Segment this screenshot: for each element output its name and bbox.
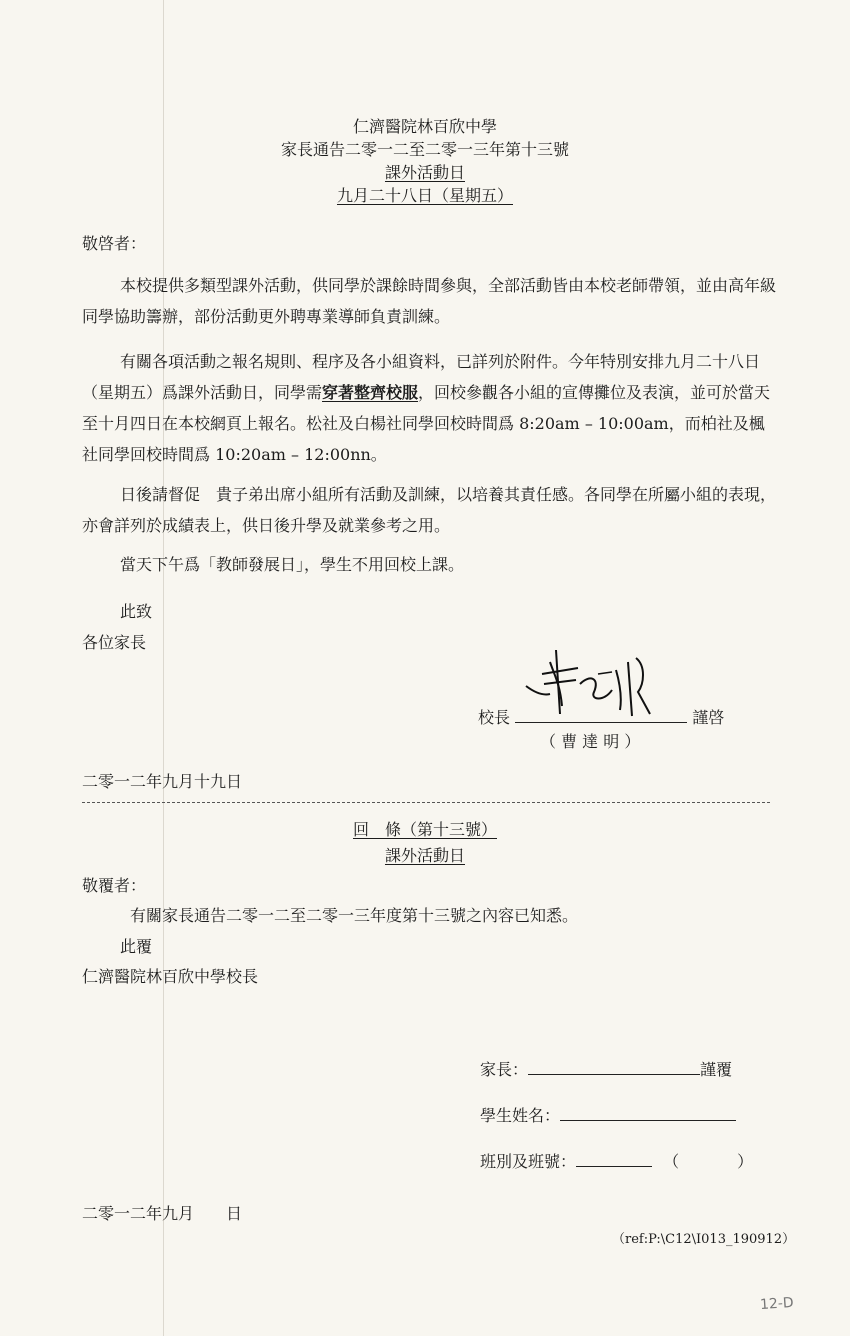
reply-closing: 此覆 bbox=[120, 937, 153, 956]
student-name-label: 學生姓名： bbox=[480, 1106, 561, 1125]
handwritten-note: 12-D bbox=[759, 1294, 795, 1314]
class-number-open: （ bbox=[663, 1152, 680, 1171]
issue-date: 二零一二年九月十九日 bbox=[82, 772, 243, 791]
reply-date: 二零一二年九月 日 bbox=[82, 1204, 243, 1223]
closing-line-1: 此致 bbox=[120, 602, 153, 621]
paragraph-4-text: 當天下午爲「教師發展日」，學生不用回校上課。 bbox=[120, 555, 465, 574]
class-row bbox=[480, 1150, 753, 1172]
reply-title-text: 回 條（第十三號） bbox=[352, 820, 497, 839]
parent-signature-field[interactable] bbox=[528, 1058, 700, 1075]
class-number-close: ） bbox=[737, 1152, 754, 1171]
student-name-row bbox=[480, 1104, 736, 1126]
school-name: 仁濟醫院林百欣中學 bbox=[352, 117, 497, 136]
paragraph-2-after: ，回校參觀各小組的宣傳攤位及表演，並可於當天至十月四日在本校網頁上報名。松社及白楊社同學回校時間爲 8:20am – 10:00am，而柏社及楓社同學回校時間爲 10:20am – 12:00nn。 bbox=[82, 383, 771, 464]
parent-signature-row bbox=[480, 1058, 732, 1080]
reply-text: 有關家長通告二零一二至二零一三年度第十三號之內容已知悉。 bbox=[130, 906, 579, 925]
reference-code: （ref:P:\C12\I013_190912） bbox=[612, 1232, 796, 1247]
signature-suffix: 謹啓 bbox=[692, 708, 725, 727]
reply-salutation: 敬覆者： bbox=[82, 876, 147, 895]
paragraph-3-text: 日後請督促 貴子弟出席小組所有活動及訓練，以培養其責任感。各同學在所屬小組的表現，亦會詳列於成績表上，供日後升學及就業參考之用。 bbox=[82, 485, 777, 535]
signature-row bbox=[478, 706, 724, 728]
paragraph-2-before: 有關各項活動之報名規則、程序及各小組資料，已詳列於附件。今年特別安排九月二十八日（星期五）爲課外活動日，同學需 bbox=[82, 352, 761, 402]
circular-number: 家長通告二零一二至二零一三年第十三號 bbox=[280, 140, 569, 159]
activity-date bbox=[0, 186, 850, 206]
reply-addressee: 仁濟醫院林百欣中學校長 bbox=[82, 967, 259, 986]
cut-line bbox=[82, 802, 770, 803]
signature-line bbox=[515, 706, 687, 723]
parent-suffix: 謹覆 bbox=[700, 1060, 733, 1079]
paragraph-1 bbox=[82, 270, 776, 332]
principal-title: 校長 bbox=[478, 708, 511, 727]
uniform-requirement: 穿著整齊校服 bbox=[322, 383, 419, 402]
reply-title bbox=[0, 820, 850, 840]
paragraph-2 bbox=[82, 346, 776, 470]
reply-subtitle bbox=[0, 846, 850, 866]
principal-name: （ 曹 達 明 ） bbox=[540, 732, 641, 751]
salutation: 敬啓者： bbox=[82, 234, 147, 253]
circular-subject-text: 課外活動日 bbox=[384, 163, 465, 182]
reply-subtitle-text: 課外活動日 bbox=[384, 846, 465, 865]
paragraph-4 bbox=[82, 549, 776, 580]
class-label: 班別及班號： bbox=[480, 1152, 577, 1171]
paragraph-3 bbox=[82, 479, 776, 541]
parent-label: 家長： bbox=[480, 1060, 529, 1079]
class-field[interactable] bbox=[576, 1150, 652, 1167]
circular-subject bbox=[0, 163, 850, 183]
paragraph-1-text: 本校提供多類型課外活動，供同學於課餘時間參與，全部活動皆由本校老師帶領，並由高年級同學協助籌辦，部份活動更外聘專業導師負責訓練。 bbox=[82, 276, 777, 326]
activity-date-text: 九月二十八日（星期五） bbox=[336, 186, 513, 205]
closing-line-2: 各位家長 bbox=[82, 633, 147, 652]
student-name-field[interactable] bbox=[560, 1104, 736, 1121]
